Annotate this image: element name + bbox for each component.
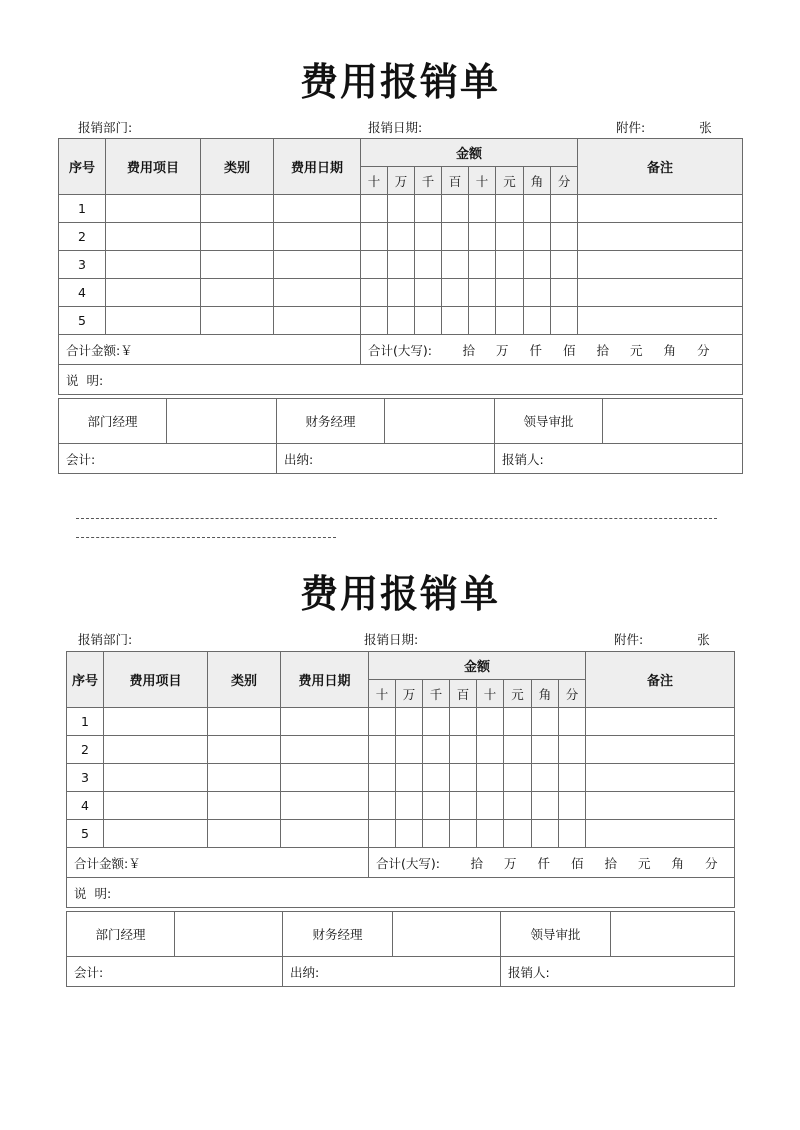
header-remark: 备注 [586, 652, 735, 708]
daxie-unit: 万 [503, 855, 517, 871]
cell-digit[interactable] [361, 251, 388, 279]
cell-digit[interactable] [369, 820, 396, 848]
approval-finance-manager-label: 财务经理 [277, 399, 385, 444]
form-title: 费用报销单 [299, 60, 500, 104]
cell-digit[interactable] [361, 279, 388, 307]
cell-date[interactable] [274, 223, 361, 251]
cell-digit[interactable] [469, 279, 496, 307]
cell-digit[interactable] [396, 764, 423, 792]
daxie-unit: 拾 [596, 342, 609, 358]
cell-digit[interactable] [559, 736, 586, 764]
cell-category[interactable] [201, 195, 274, 223]
cell-item[interactable] [104, 792, 208, 820]
cell-category[interactable] [208, 820, 281, 848]
cell-remark[interactable] [578, 251, 743, 279]
cell-digit[interactable] [442, 279, 469, 307]
cell-digit[interactable] [504, 708, 532, 736]
cell-digit[interactable] [423, 736, 450, 764]
attachment-unit: 张 [699, 120, 712, 135]
header-date: 费用日期 [281, 652, 369, 708]
cell-digit[interactable] [450, 792, 477, 820]
cell-digit[interactable] [477, 764, 504, 792]
row-index: 5 [67, 820, 104, 848]
cell-digit[interactable] [551, 223, 578, 251]
cell-item[interactable] [104, 708, 208, 736]
cell-item[interactable] [106, 195, 201, 223]
daxie-unit: 拾 [470, 855, 483, 871]
cell-digit[interactable] [551, 307, 578, 335]
cell-digit[interactable] [450, 820, 477, 848]
total-row [59, 335, 743, 365]
cell-digit[interactable] [369, 708, 396, 736]
cell-digit[interactable] [450, 764, 477, 792]
cell-digit[interactable] [396, 820, 423, 848]
cell-digit[interactable] [361, 223, 388, 251]
attachment-label-text: 附件: [614, 632, 644, 647]
cell-remark[interactable] [586, 792, 735, 820]
daxie-unit: 分 [696, 342, 710, 358]
digit-header: 角 [524, 167, 551, 195]
row-index: 1 [67, 708, 104, 736]
cell-digit[interactable] [442, 307, 469, 335]
approval-leader-sign[interactable] [611, 912, 735, 957]
row-index: 5 [59, 307, 106, 335]
total-daxie[interactable] [369, 848, 735, 878]
cell-digit[interactable] [504, 820, 532, 848]
approval-dept-manager-label: 部门经理 [59, 399, 167, 444]
cell-date[interactable] [281, 792, 369, 820]
digit-header: 元 [496, 167, 524, 195]
table-row [59, 307, 743, 335]
cell-digit[interactable] [496, 279, 524, 307]
cell-digit[interactable] [559, 820, 586, 848]
cell-category[interactable] [201, 279, 274, 307]
cell-digit[interactable] [496, 251, 524, 279]
daxie-unit: 佰 [570, 855, 584, 871]
cell-digit[interactable] [388, 307, 415, 335]
table-row [59, 279, 743, 307]
daxie-unit: 仟 [537, 855, 550, 871]
cell-digit[interactable] [388, 279, 415, 307]
cell-digit[interactable] [551, 279, 578, 307]
header-index: 序号 [67, 652, 104, 708]
cell-remark[interactable] [586, 764, 735, 792]
approval-leader-label: 领导审批 [495, 399, 603, 444]
cell-digit[interactable] [415, 251, 442, 279]
cell-digit[interactable] [450, 736, 477, 764]
total-amount-label[interactable]: 合计金额:￥ [59, 335, 361, 365]
cell-digit[interactable] [496, 195, 524, 223]
digit-header: 十 [369, 680, 396, 708]
digit-header: 十 [469, 167, 496, 195]
cell-remark[interactable] [586, 820, 735, 848]
table-row [59, 195, 743, 223]
cell-digit[interactable] [369, 736, 396, 764]
approval-table [66, 911, 735, 987]
cell-digit[interactable] [415, 279, 442, 307]
approval-dept-manager-label: 部门经理 [67, 912, 175, 957]
cell-remark[interactable] [578, 223, 743, 251]
cell-category[interactable] [201, 307, 274, 335]
cell-digit[interactable] [442, 195, 469, 223]
daxie-unit: 分 [704, 855, 718, 871]
cell-category[interactable] [208, 708, 281, 736]
cell-digit[interactable] [477, 820, 504, 848]
attachment-label [614, 632, 710, 648]
table-row [67, 736, 735, 764]
cell-digit[interactable] [477, 708, 504, 736]
sign-claimant[interactable]: 报销人: [501, 957, 735, 987]
cell-digit[interactable] [524, 279, 551, 307]
cell-digit[interactable] [442, 251, 469, 279]
header-remark: 备注 [578, 139, 743, 195]
digit-header: 角 [532, 680, 559, 708]
cell-digit[interactable] [469, 195, 496, 223]
cell-item[interactable] [106, 307, 201, 335]
cell-digit[interactable] [477, 792, 504, 820]
header-category: 类别 [201, 139, 274, 195]
digit-header: 分 [559, 680, 586, 708]
cell-date[interactable] [281, 708, 369, 736]
department-label: 报销部门: [78, 120, 133, 135]
row-index: 2 [59, 223, 106, 251]
row-index: 1 [59, 195, 106, 223]
sign-cashier[interactable]: 出纳: [277, 444, 495, 474]
cell-digit[interactable] [532, 820, 559, 848]
daxie-unit: 仟 [529, 342, 542, 358]
row-index: 3 [59, 251, 106, 279]
cell-digit[interactable] [532, 764, 559, 792]
daxie-unit: 角 [663, 342, 676, 358]
cell-digit[interactable] [559, 792, 586, 820]
cell-digit[interactable] [524, 223, 551, 251]
total-daxie-label: 合计(大写): [376, 855, 440, 871]
header-category: 类别 [208, 652, 281, 708]
digit-header: 千 [415, 167, 442, 195]
row-index: 3 [67, 764, 104, 792]
daxie-unit: 元 [637, 855, 651, 871]
total-amount-label[interactable]: 合计金额:￥ [67, 848, 369, 878]
approval-finance-manager-sign[interactable] [385, 399, 495, 444]
cell-date[interactable] [281, 764, 369, 792]
department-label: 报销部门: [78, 632, 133, 647]
cell-digit[interactable] [532, 736, 559, 764]
cell-digit[interactable] [450, 708, 477, 736]
cell-item[interactable] [106, 251, 201, 279]
sign-cashier[interactable]: 出纳: [283, 957, 501, 987]
sign-claimant[interactable]: 报销人: [495, 444, 743, 474]
table-row [59, 223, 743, 251]
total-daxie-label: 合计(大写): [368, 342, 432, 358]
daxie-unit: 元 [629, 342, 643, 358]
total-daxie[interactable] [361, 335, 743, 365]
cell-digit[interactable] [477, 736, 504, 764]
cell-digit[interactable] [388, 195, 415, 223]
cell-digit[interactable] [388, 223, 415, 251]
cell-digit[interactable] [442, 223, 469, 251]
cell-digit[interactable] [415, 195, 442, 223]
daxie-unit: 拾 [462, 342, 475, 358]
expense-form-2 [66, 570, 734, 990]
cell-digit[interactable] [469, 307, 496, 335]
cell-digit[interactable] [361, 307, 388, 335]
cell-digit[interactable] [415, 223, 442, 251]
cell-digit[interactable] [496, 223, 524, 251]
header-date: 费用日期 [274, 139, 361, 195]
cell-digit[interactable] [423, 792, 450, 820]
cell-date[interactable] [274, 307, 361, 335]
cell-digit[interactable] [504, 792, 532, 820]
sign-accountant[interactable]: 会计: [67, 957, 283, 987]
expense-table [66, 651, 735, 908]
cell-remark[interactable] [586, 736, 735, 764]
digit-header: 分 [551, 167, 578, 195]
attachment-label [616, 120, 712, 136]
note-field[interactable]: 说 明: [59, 365, 743, 395]
approval-table [58, 398, 743, 474]
table-row [67, 792, 735, 820]
approval-dept-manager-sign[interactable] [167, 399, 277, 444]
cell-remark[interactable] [586, 708, 735, 736]
cell-date[interactable] [281, 736, 369, 764]
digit-header: 万 [396, 680, 423, 708]
cell-remark[interactable] [578, 279, 743, 307]
cell-digit[interactable] [423, 708, 450, 736]
attachment-label-text: 附件: [616, 120, 646, 135]
cell-digit[interactable] [388, 251, 415, 279]
date-label: 报销日期: [368, 120, 423, 135]
daxie-unit: 佰 [562, 342, 576, 358]
digit-header: 千 [423, 680, 450, 708]
cell-category[interactable] [208, 792, 281, 820]
cell-digit[interactable] [423, 820, 450, 848]
cell-item[interactable] [104, 736, 208, 764]
row-index: 4 [67, 792, 104, 820]
header-item: 费用项目 [104, 652, 208, 708]
cell-digit[interactable] [559, 708, 586, 736]
digit-header: 万 [388, 167, 415, 195]
approval-dept-manager-sign[interactable] [175, 912, 283, 957]
cell-digit[interactable] [532, 708, 559, 736]
cell-digit[interactable] [469, 251, 496, 279]
cell-item[interactable] [106, 223, 201, 251]
date-label: 报销日期: [364, 632, 419, 647]
table-row [67, 708, 735, 736]
cell-digit[interactable] [551, 251, 578, 279]
digit-header: 百 [442, 167, 469, 195]
attachment-unit: 张 [697, 632, 710, 647]
cell-digit[interactable] [496, 307, 524, 335]
daxie-unit: 拾 [604, 855, 617, 871]
expense-table [58, 138, 743, 395]
cell-remark[interactable] [578, 195, 743, 223]
cell-item[interactable] [106, 279, 201, 307]
digit-header: 十 [477, 680, 504, 708]
table-row [59, 251, 743, 279]
cell-digit[interactable] [396, 708, 423, 736]
expense-form-1 [58, 58, 742, 478]
cell-date[interactable] [274, 195, 361, 223]
approval-leader-sign[interactable] [603, 399, 743, 444]
approval-finance-manager-sign[interactable] [393, 912, 501, 957]
cell-digit[interactable] [559, 764, 586, 792]
approval-leader-label: 领导审批 [501, 912, 611, 957]
digit-header: 百 [450, 680, 477, 708]
cell-digit[interactable] [469, 223, 496, 251]
form-title: 费用报销单 [299, 572, 500, 616]
cell-item[interactable] [104, 820, 208, 848]
cell-digit[interactable] [396, 736, 423, 764]
cell-digit[interactable] [504, 736, 532, 764]
cell-date[interactable] [274, 279, 361, 307]
cell-category[interactable] [201, 251, 274, 279]
cell-item[interactable] [104, 764, 208, 792]
cell-digit[interactable] [524, 195, 551, 223]
header-amount: 金额 [361, 139, 578, 167]
cell-digit[interactable] [504, 764, 532, 792]
cell-category[interactable] [201, 223, 274, 251]
cell-digit[interactable] [532, 792, 559, 820]
daxie-unit: 角 [671, 855, 684, 871]
cell-digit[interactable] [551, 195, 578, 223]
table-row [67, 764, 735, 792]
header-index: 序号 [59, 139, 106, 195]
sign-accountant[interactable]: 会计: [59, 444, 277, 474]
header-item: 费用项目 [106, 139, 201, 195]
cut-line [76, 518, 717, 519]
row-index: 2 [67, 736, 104, 764]
cell-date[interactable] [281, 820, 369, 848]
approval-finance-manager-label: 财务经理 [283, 912, 393, 957]
cell-digit[interactable] [369, 792, 396, 820]
daxie-unit: 万 [495, 342, 509, 358]
cell-date[interactable] [274, 251, 361, 279]
cell-digit[interactable] [415, 307, 442, 335]
digit-header: 元 [504, 680, 532, 708]
total-row [67, 848, 735, 878]
cell-digit[interactable] [524, 307, 551, 335]
digit-header: 十 [361, 167, 388, 195]
header-amount: 金额 [369, 652, 586, 680]
table-row [67, 820, 735, 848]
row-index: 4 [59, 279, 106, 307]
cell-digit[interactable] [361, 195, 388, 223]
cell-digit[interactable] [369, 764, 396, 792]
cell-category[interactable] [208, 736, 281, 764]
cell-digit[interactable] [524, 251, 551, 279]
cell-digit[interactable] [396, 792, 423, 820]
note-field[interactable]: 说 明: [67, 878, 735, 908]
cell-remark[interactable] [578, 307, 743, 335]
cut-line [76, 537, 336, 538]
cell-digit[interactable] [423, 764, 450, 792]
cell-category[interactable] [208, 764, 281, 792]
